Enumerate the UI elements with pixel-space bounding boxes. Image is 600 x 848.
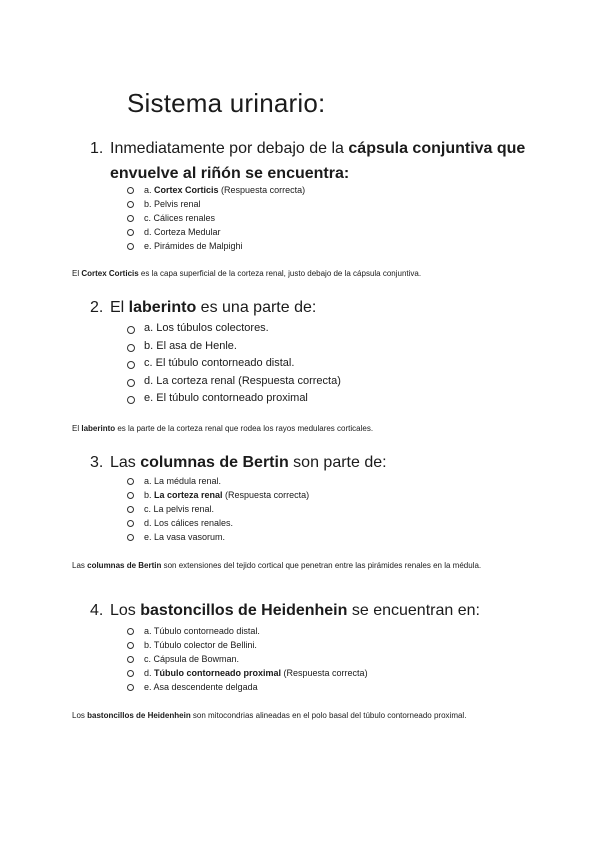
option-pre: a. La médula renal. xyxy=(144,476,222,486)
question-suffix: es una parte de: xyxy=(196,299,317,316)
option-bold: Cortex Corticis xyxy=(154,185,219,195)
question-text xyxy=(110,453,530,473)
question-suffix: se encuentran en: xyxy=(347,602,480,619)
option-item xyxy=(0,183,305,197)
bullet-icon xyxy=(127,243,134,250)
page-title: Sistema urinario: xyxy=(127,88,326,118)
option-pre: e. Pirámides de Malpighi xyxy=(144,241,243,251)
question-prefix: Inmediatamente por debajo de la xyxy=(110,140,349,157)
option-item xyxy=(0,390,341,408)
option-pre: c. Cálices renales xyxy=(144,213,216,223)
option-post: (Respuesta correcta) xyxy=(222,490,310,500)
option-pre: c. La pelvis renal. xyxy=(144,504,215,514)
bullet-icon xyxy=(127,628,134,635)
option-item xyxy=(0,488,309,502)
option-item xyxy=(0,373,341,391)
option-item xyxy=(0,225,305,239)
question-prefix: Los xyxy=(110,602,141,619)
question-1-heading xyxy=(90,136,530,186)
question-2-heading xyxy=(90,298,530,318)
question-number: 2. xyxy=(90,299,104,316)
option-pre: b. El asa de Henle. xyxy=(144,339,237,352)
explanation-pre: El xyxy=(72,424,82,433)
question-number: 3. xyxy=(90,454,104,471)
bullet-icon xyxy=(127,656,134,663)
question-3-explanation xyxy=(72,560,532,573)
option-pre: a. Los túbulos colectores. xyxy=(144,322,269,334)
explanation-bold: Cortex Corticis xyxy=(81,269,139,278)
bullet-icon xyxy=(127,326,135,334)
option-item xyxy=(0,197,305,211)
question-text xyxy=(110,136,530,186)
option-pre: e. Asa descendente delgada xyxy=(144,682,258,692)
question-4-explanation xyxy=(72,710,532,723)
option-pre: e. La vasa vasorum. xyxy=(144,532,226,542)
option-pre: d. xyxy=(144,668,155,678)
question-bold: columnas de Bertin xyxy=(140,454,289,471)
option-pre: d. Los cálices renales. xyxy=(144,518,234,528)
explanation-pre: Los xyxy=(72,711,88,720)
question-4-heading xyxy=(90,601,530,621)
option-item xyxy=(0,666,368,680)
bullet-icon xyxy=(127,684,134,691)
question-number: 1. xyxy=(90,140,104,157)
option-pre: e. El túbulo contorneado proximal xyxy=(144,392,308,404)
bullet-icon xyxy=(127,187,134,194)
option-pre: b. Pelvis renal xyxy=(144,199,201,209)
bullet-icon xyxy=(127,344,135,352)
question-prefix: El xyxy=(110,299,129,316)
option-pre: b. xyxy=(144,490,155,500)
option-pre: a. Túbulo contorneado distal. xyxy=(144,626,260,636)
option-bold: Túbulo contorneado proximal xyxy=(154,668,282,678)
option-bold: La corteza renal xyxy=(154,490,223,500)
question-1-explanation xyxy=(72,268,532,281)
question-prefix: Las xyxy=(110,454,141,471)
bullet-icon xyxy=(127,478,134,485)
option-item xyxy=(0,338,341,356)
option-item xyxy=(0,355,341,373)
option-item xyxy=(0,638,368,652)
bullet-icon xyxy=(127,361,135,369)
question-bold: laberinto xyxy=(128,299,197,316)
bullet-icon xyxy=(127,229,134,236)
bullet-icon xyxy=(127,396,135,404)
explanation-post: es la parte de la corteza renal que rodea los rayos medulares corticales. xyxy=(115,424,374,433)
option-item xyxy=(0,474,309,488)
explanation-post: son extensiones del tejido cortical que penetran entre las pirámides renales en la médula. xyxy=(161,561,482,570)
question-3-heading xyxy=(90,453,530,473)
explanation-post: es la capa superficial de la corteza renal, justo debajo de la cápsula conjuntiva. xyxy=(138,269,422,278)
option-item xyxy=(0,502,309,516)
explanation-bold: laberinto xyxy=(81,424,116,433)
bullet-icon xyxy=(127,492,134,499)
option-pre: d. La corteza renal (Respuesta correcta) xyxy=(144,374,341,387)
option-pre: d. Corteza Medular xyxy=(144,227,221,237)
option-item xyxy=(0,680,368,694)
explanation-post: son mitocondrias alineadas en el polo basal del túbulo contorneado proximal. xyxy=(190,711,467,720)
question-2-explanation xyxy=(72,423,532,436)
question-bold: bastoncillos de Heidenhein xyxy=(140,602,348,619)
question-text xyxy=(110,601,530,621)
option-pre: c. Cápsula de Bowman. xyxy=(144,654,240,664)
explanation-pre: Las xyxy=(72,561,88,570)
explanation-bold: bastoncillos de Heidenhein xyxy=(87,711,191,720)
option-item xyxy=(0,530,309,544)
bullet-icon xyxy=(127,520,134,527)
question-1-options xyxy=(0,183,305,253)
question-4-options xyxy=(0,624,368,694)
option-item xyxy=(0,239,305,253)
option-post: (Respuesta correcta) xyxy=(218,185,306,195)
explanation-bold: columnas de Bertin xyxy=(87,561,162,570)
bullet-icon xyxy=(127,642,134,649)
question-text xyxy=(110,298,530,318)
option-item xyxy=(0,652,368,666)
bullet-icon xyxy=(127,506,134,513)
question-number: 4. xyxy=(90,602,104,619)
option-item xyxy=(0,624,368,638)
bullet-icon xyxy=(127,201,134,208)
bullet-icon xyxy=(127,215,134,222)
option-item xyxy=(0,320,341,338)
question-bold: cápsula conjuntiva que envuelve al riñón se encuentra: xyxy=(110,140,526,182)
option-item xyxy=(0,211,305,225)
question-2-options xyxy=(0,320,341,408)
question-suffix: son parte de: xyxy=(288,454,387,471)
option-item xyxy=(0,516,309,530)
option-post: (Respuesta correcta) xyxy=(281,668,368,678)
option-pre: a. xyxy=(144,185,155,195)
option-pre: c. El túbulo contorneado distal. xyxy=(144,357,295,369)
question-3-options xyxy=(0,474,309,544)
option-pre: b. Túbulo colector de Bellini. xyxy=(144,640,257,650)
bullet-icon xyxy=(127,670,134,677)
bullet-icon xyxy=(127,379,135,387)
bullet-icon xyxy=(127,534,134,541)
explanation-pre: El xyxy=(72,269,82,278)
